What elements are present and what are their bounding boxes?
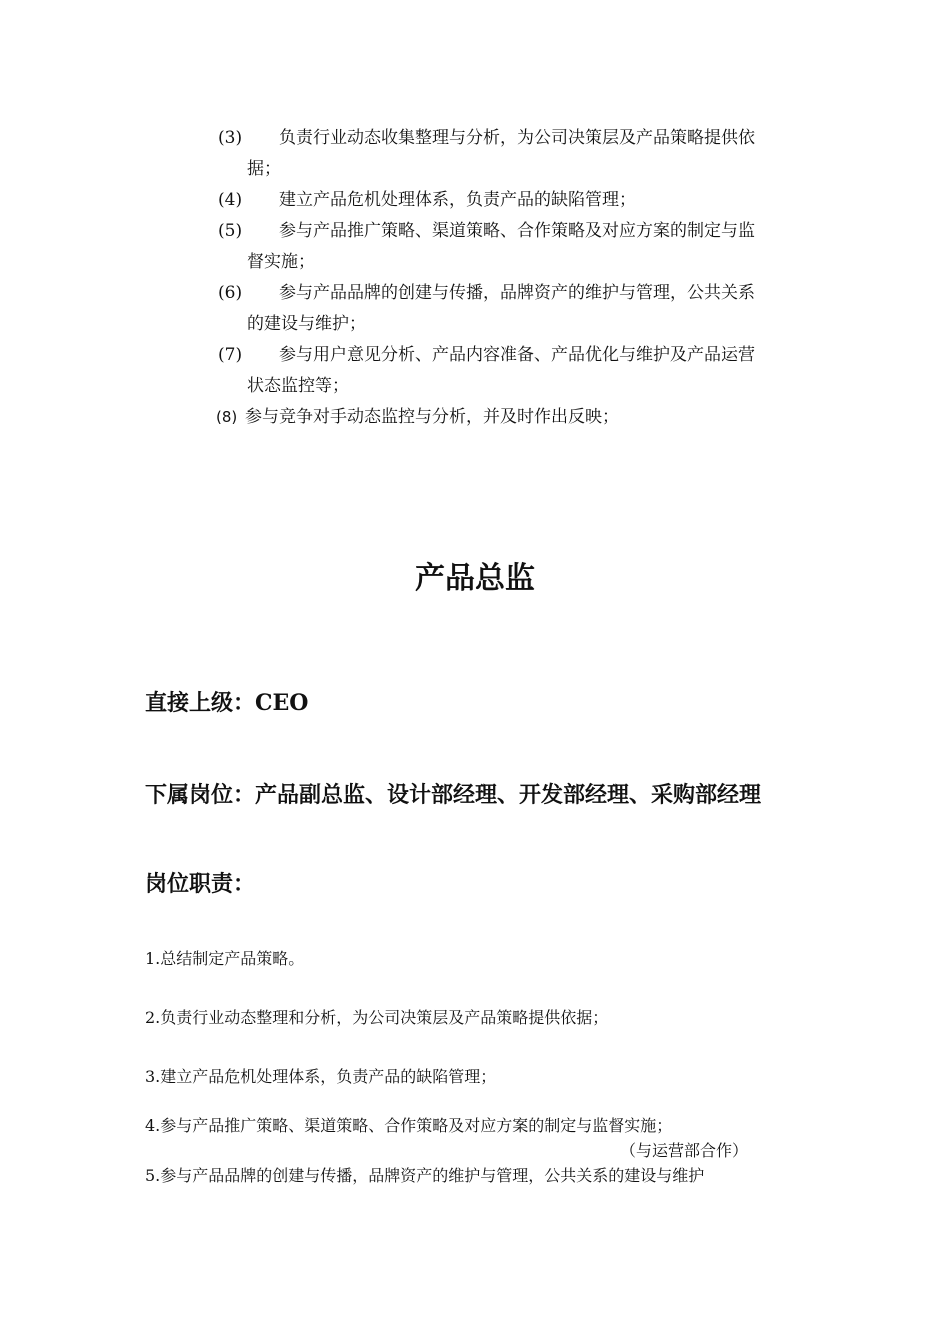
duty-item: 2.负责行业动态整理和分析，为公司决策层及产品策略提供依据；: [145, 1008, 609, 1027]
duty-item: 3.建立产品危机处理体系，负责产品的缺陷管理；: [145, 1067, 497, 1086]
list-item-number: (4): [218, 190, 243, 210]
subordinate-positions-heading: 下属岗位：产品副总监、设计部经理、开发部经理、采购部经理: [145, 782, 762, 808]
duty-item: 5.参与产品品牌的创建与传播，品牌资产的维护与管理，公共关系的建设与维护: [145, 1166, 705, 1185]
list-item-continuation: 状态监控等；: [247, 376, 349, 396]
page-title: 产品总监: [415, 561, 535, 596]
list-item-number: (5): [218, 221, 243, 241]
list-item-number: (8): [216, 408, 238, 426]
duty-item: 4.参与产品推广策略、渠道策略、合作策略及对应方案的制定与监督实施；: [145, 1116, 673, 1135]
list-item: [212, 278, 812, 340]
list-item-continuation: 的建设与维护；: [247, 314, 366, 334]
list-item-text: 参与产品推广策略、渠道策略、合作策略及对应方案的制定与监: [279, 221, 755, 241]
list-item: [212, 402, 812, 433]
list-item-text: 参与竞争对手动态监控与分析，并及时作出反映；: [245, 407, 619, 427]
list-item-number: (3): [218, 128, 243, 148]
duty-item: 1.总结制定产品策略。: [145, 949, 305, 968]
list-item-number: (6): [218, 283, 243, 303]
duty-note: （与运营部合作）: [620, 1141, 749, 1160]
duties-heading: 岗位职责：: [145, 871, 256, 897]
list-item: [212, 185, 812, 216]
list-item: [212, 216, 812, 278]
list-item-text: 参与用户意见分析、产品内容准备、产品优化与维护及产品运营: [279, 345, 755, 365]
list-item-continuation: 据；: [247, 159, 281, 179]
list-item-number: (7): [218, 345, 243, 365]
direct-superior-heading: 直接上级：CEO: [145, 690, 309, 716]
list-item: [212, 340, 812, 402]
list-item: [212, 123, 812, 185]
list-item-continuation: 督实施；: [247, 252, 315, 272]
list-item-text: 参与产品品牌的创建与传播，品牌资产的维护与管理，公共关系: [279, 283, 755, 303]
list-item-text: 建立产品危机处理体系，负责产品的缺陷管理；: [279, 190, 636, 210]
list-item-text: 负责行业动态收集整理与分析，为公司决策层及产品策略提供依: [279, 128, 755, 148]
responsibility-list-continued: [212, 123, 812, 433]
